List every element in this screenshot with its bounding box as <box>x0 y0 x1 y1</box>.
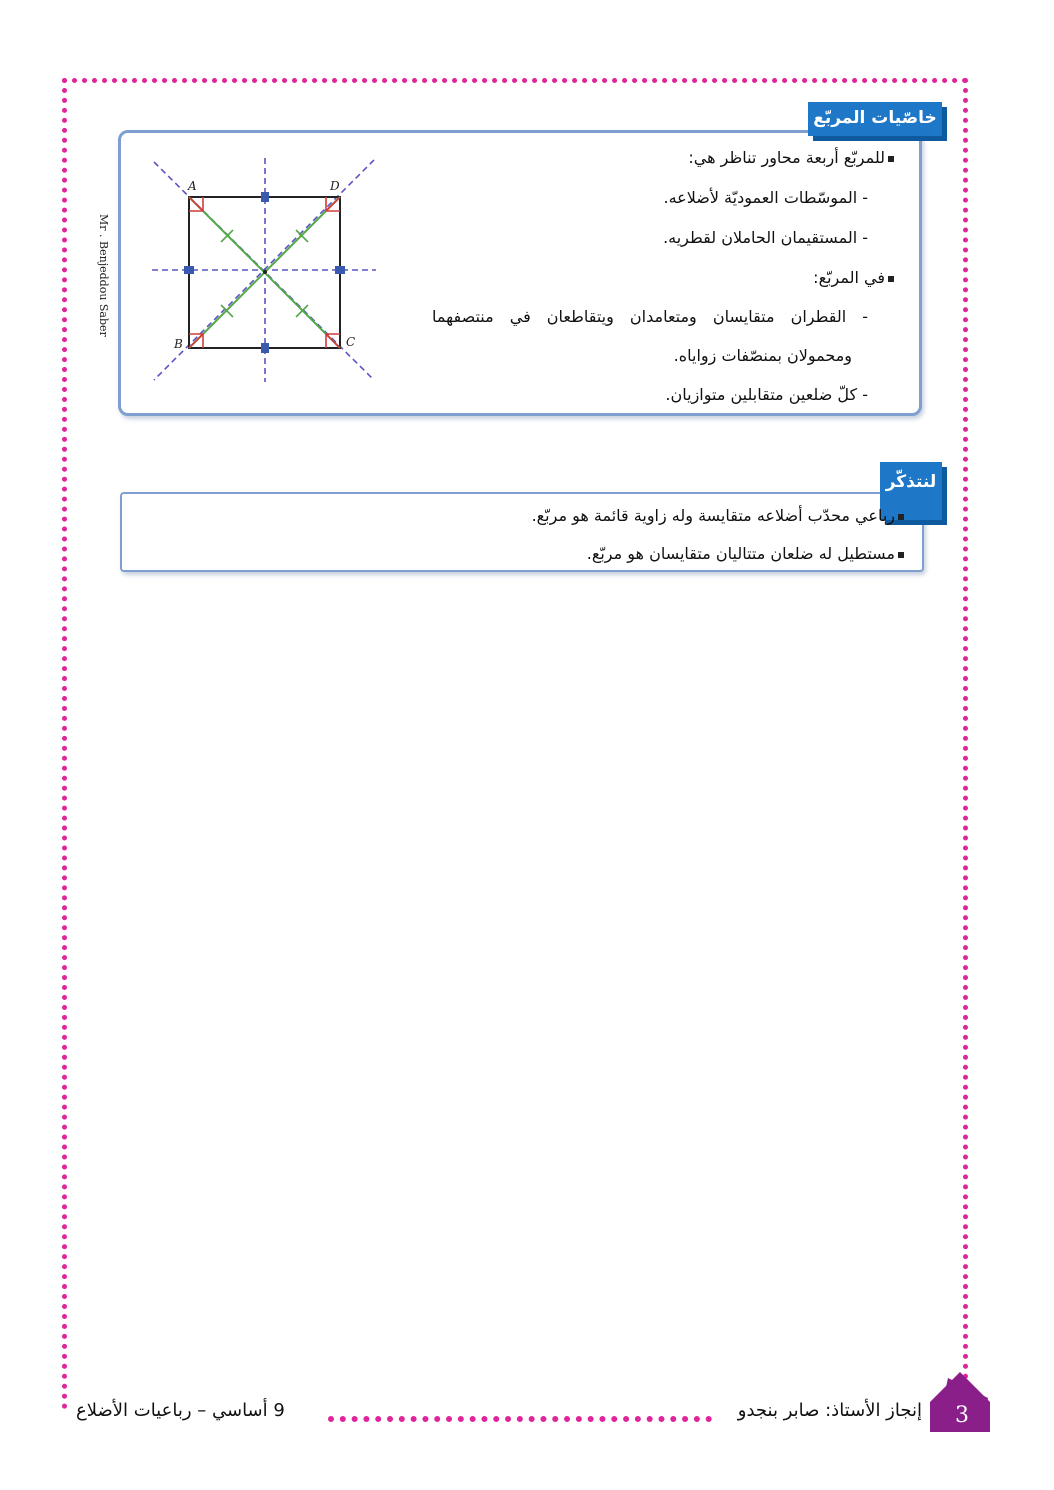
square-figure <box>148 156 380 386</box>
property-line-5: - القطران متقايسان ومتعامدان ويتقاطعان في منتصفهما <box>432 307 868 326</box>
property-line-7: - كلّ ضلعين متقابلين متوازيان. <box>665 385 868 404</box>
page-number: 3 <box>955 1403 969 1428</box>
vertex-label-d: D <box>330 179 340 193</box>
remember-line-1: رباعي محدّب أضلاعه متقايسة وله زاوية قائمة هو مربّع. <box>532 506 904 525</box>
vertex-label-a: A <box>188 179 197 193</box>
footer-course: 9 أساسي – رباعيات الأضلاع <box>76 1400 285 1421</box>
figure-credit: Mr . Benjeddou Saber <box>97 214 110 337</box>
bullet-square-icon <box>898 514 904 520</box>
vertex-label-b: B <box>174 337 183 351</box>
page-number-badge <box>930 1372 990 1432</box>
remember-line-2: مستطيل له ضلعان متتاليان متقايسان هو مربّع. <box>587 544 904 563</box>
footer-author: إنجاز الأستاذ: صابر بنجدو <box>737 1400 922 1421</box>
remember-title: لنتذكّر <box>880 462 942 520</box>
property-line-1: للمربّع أربعة محاور تناظر هي: <box>688 148 894 167</box>
footer-dots <box>328 1416 712 1422</box>
property-line-2: - الموسّطات العموديّة لأضلاعه. <box>663 188 868 207</box>
vertex-label-c: C <box>346 335 356 349</box>
property-line-4: في المربّع: <box>813 268 894 287</box>
bullet-square-icon <box>898 552 904 558</box>
bullet-square-icon <box>888 276 894 282</box>
properties-title: خاصّيات المربّع <box>808 102 942 136</box>
property-line-6: ومحمولان بمنصّفات زواياه. <box>673 346 852 365</box>
property-line-3: - المستقيمان الحاملان لقطريه. <box>663 228 868 247</box>
bullet-square-icon <box>888 156 894 162</box>
